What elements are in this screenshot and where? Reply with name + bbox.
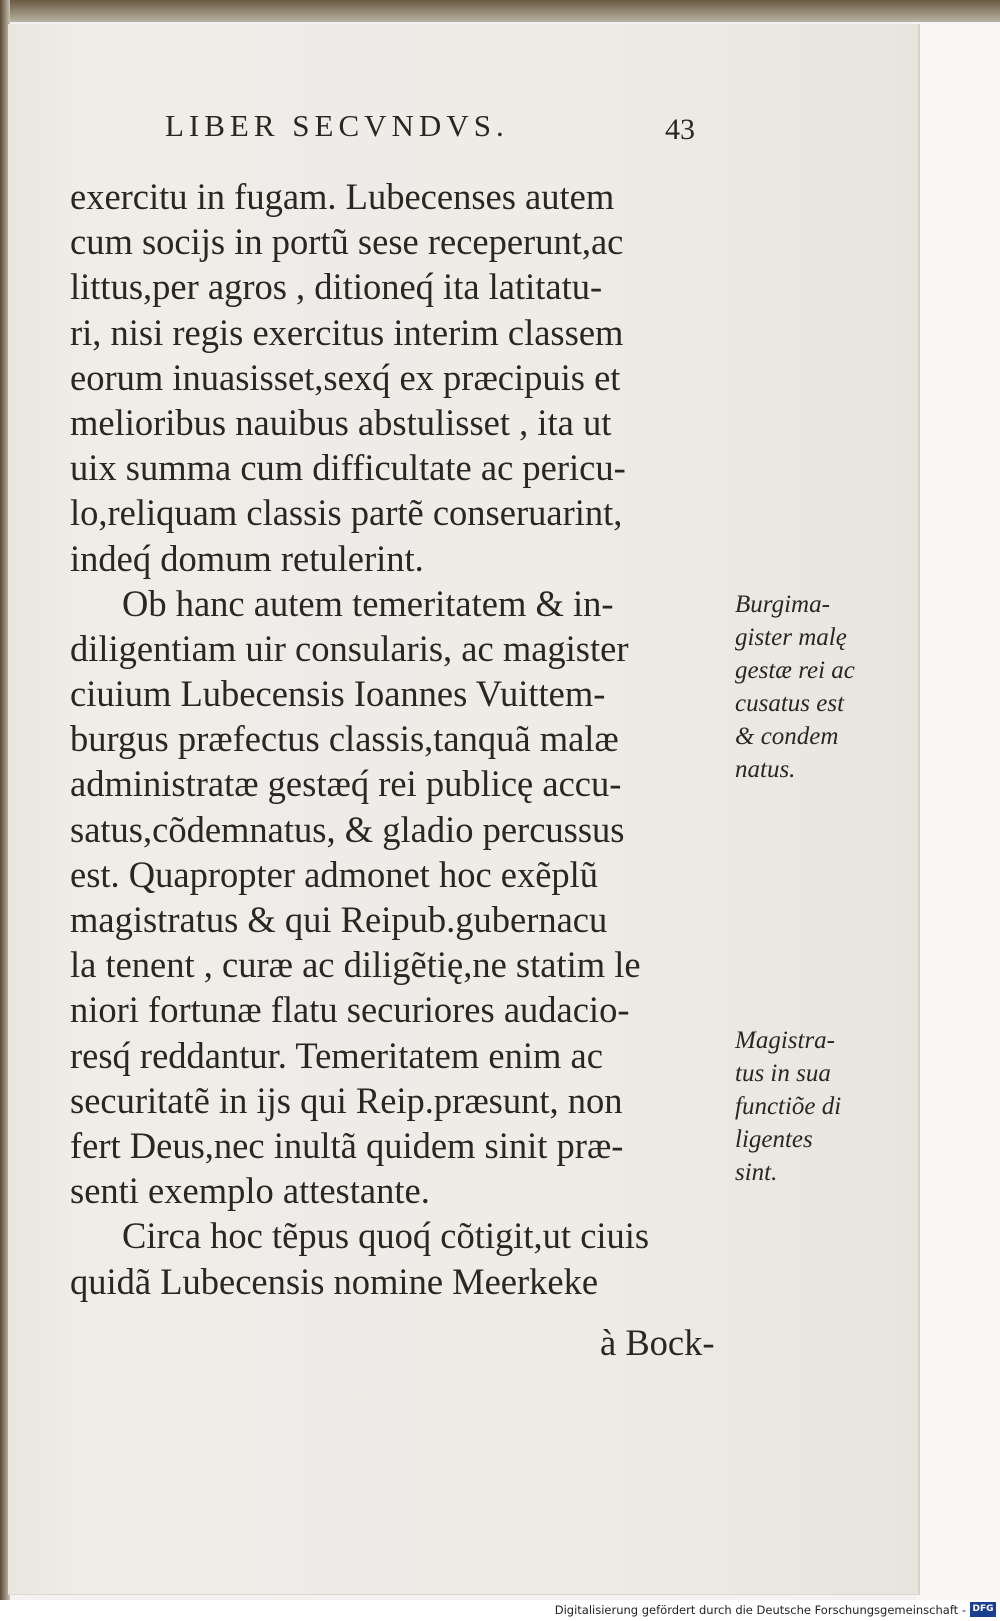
text-line: magistratus & qui Reipub.gubernacu [70, 899, 608, 940]
text-line: lo,reliquam classis partẽ conseruarint, [70, 492, 623, 534]
text-line: melioribus nauibus abstulisset , ita ut [70, 401, 612, 443]
text-line: uix summa cum difficultate ac pericu- [70, 447, 626, 489]
page-number: 43 [665, 113, 695, 146]
margin-note-line: gestæ rei ac [735, 657, 855, 684]
margin-note-magistratus [735, 1024, 875, 1189]
text-line: cum socijs in portũ sese receperunt,ac [70, 221, 624, 263]
text-line: eorum inuasisset,sexq́ ex præcipuis et [70, 356, 621, 398]
text-line: ciuium Lubecensis Ioannes Vuittem- [70, 673, 606, 715]
margin-note-line: sint. [735, 1159, 778, 1186]
text-line: est. Quapropter admonet hoc exẽplũ [70, 853, 599, 895]
margin-note-line: natus. [735, 756, 796, 783]
text-line: littus,per agros , ditioneq́ ita latitatu- [70, 266, 603, 308]
page-header [165, 98, 725, 150]
text-line: satus,cõdemnatus, & gladio percussus [70, 808, 625, 850]
text-line: niori fortunæ flatu securiores audacio- [70, 989, 630, 1031]
binding-edge-top [0, 0, 1000, 22]
catchword: à Bock- [600, 1322, 715, 1363]
text-line: resq́ reddantur. Temeritatem enim ac [70, 1034, 603, 1076]
text-line: ri, nisi regis exercitus interim classem [70, 311, 624, 353]
text-line: diligentiam uir consularis, ac magister [70, 627, 629, 669]
paragraph-start-line: Circa hoc tẽpus quoq́ cõtigit,ut ciuis [122, 1215, 650, 1257]
digitization-footer [0, 1600, 1000, 1621]
scan-background-right [916, 22, 1000, 1621]
text-line: senti exemplo attestante. [70, 1170, 430, 1212]
text-line: la tenent , curæ ac diligẽtię,ne statim le [70, 944, 641, 986]
paragraph-start-line: Ob hanc autem temeritatem & in- [122, 582, 614, 624]
margin-note-line: gister malę [735, 624, 847, 651]
text-line: indeq́ domum retulerint. [70, 537, 424, 579]
margin-note-burgimagister [735, 588, 875, 786]
margin-note-line: & condem [735, 723, 839, 750]
margin-note-line: Burgima- [735, 591, 830, 618]
text-line: exercitu in fugam. Lubecenses autem [70, 176, 615, 217]
text-line: quidã Lubecensis nomine Meerkeke [70, 1260, 599, 1302]
margin-note-line: ligentes [735, 1126, 813, 1153]
margin-note-line: Magistra- [735, 1027, 835, 1054]
margin-note-line: cusatus est [735, 690, 845, 717]
margin-note-line: tus in sua [735, 1060, 831, 1087]
text-line: administratæ gestæq́ rei publicę accu- [70, 763, 622, 805]
main-text-block [70, 174, 750, 1304]
text-line: burgus præfectus classis,tanquã malæ [70, 718, 619, 760]
text-line: fert Deus,nec inultã quidem sinit præ- [70, 1124, 624, 1166]
margin-note-line: functiõe di [735, 1093, 842, 1120]
running-head: LIBER SECVNDVS. [165, 108, 509, 143]
text-line: securitatẽ in ijs qui Reip.præsunt, non [70, 1079, 623, 1121]
funding-credit: Digitalisierung gefördert durch die Deutsche Forschungsgemeinschaft - [554, 1603, 966, 1617]
dfg-logo-icon: DFG [970, 1602, 996, 1617]
